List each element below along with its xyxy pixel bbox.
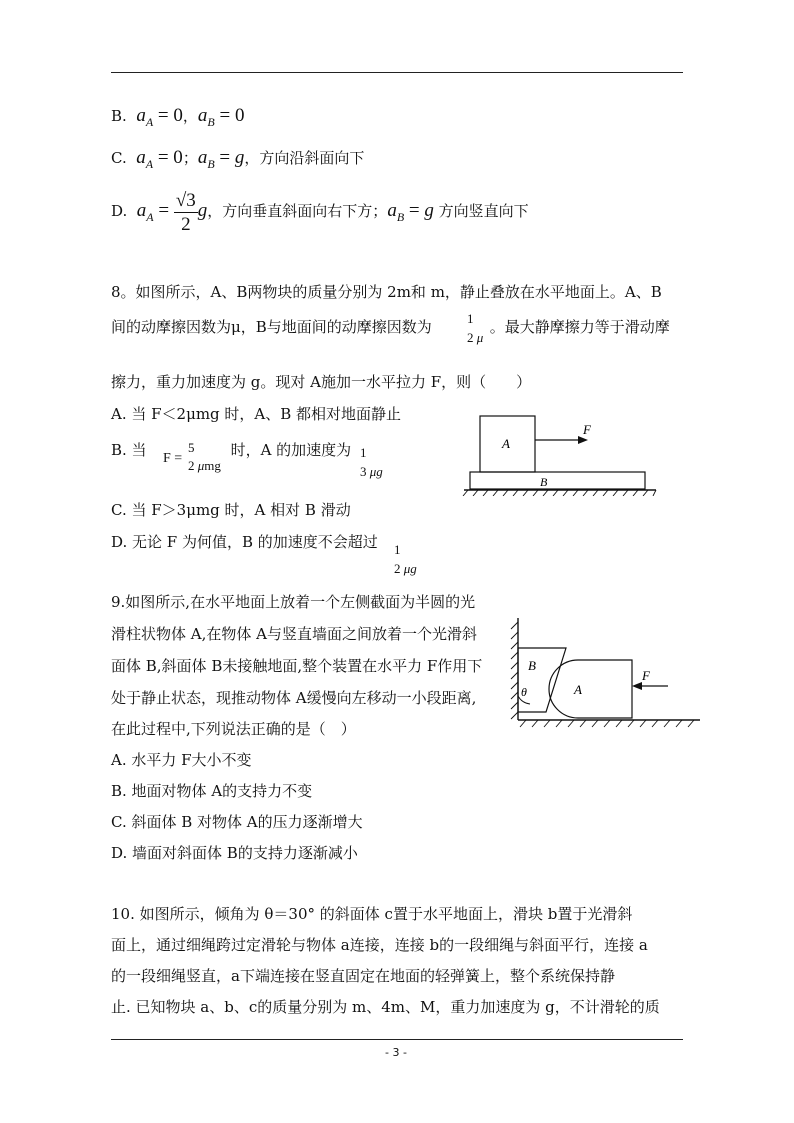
fig9-label-theta: θ [521, 685, 527, 699]
page-number: - 3 - [385, 1046, 407, 1059]
fig8-label-b: B [540, 475, 548, 489]
fraction-sqrt3-over-2: $\frac{√3}{2}$ [175, 189, 196, 235]
fraction-half-mug: 1 2 μg [394, 542, 417, 576]
q9-figure [508, 612, 702, 732]
q10-line4: 止. 已知物块 a、b、c的质量分别为 m、4m、M，重力加速度为 g，不计滑轮的质 [111, 998, 660, 1016]
q10-line1: 10. 如图所示，倾角为 θ＝30° 的斜面体 c置于水平地面上，滑块 b置于光滑斜 [111, 905, 633, 923]
fig8-label-f: F [583, 422, 591, 437]
q8-figure [460, 412, 660, 496]
q8-option-a: A. 当 F＜2μmg 时，A、B 都相对地面静止 [111, 405, 402, 423]
fig9-label-a: A [574, 682, 582, 697]
fraction-five-halves: 5 2 μmg [188, 440, 221, 473]
q9-option-c: C. 斜面体 B 对物体 A的压力逐渐增大 [111, 813, 363, 831]
q8-option-b: B. 当 时，A 的加速度为 [111, 441, 352, 459]
fraction-half-mu: 1 2 μ [467, 311, 484, 345]
fig8-label-a: A [502, 436, 510, 451]
q9-line2: 滑柱状物体 A,在物体 A与竖直墙面之间放着一个光滑斜 [111, 625, 477, 643]
q8-line3: 擦力，重力加速度为 g。现对 A施加一水平拉力 F，则（ ） [111, 373, 532, 391]
q8-option-c: C. 当 F＞3μmg 时，A 相对 B 滑动 [111, 501, 351, 519]
q9-line4: 处于静止状态，现推动物体 A缓慢向左移动一小段距离, [111, 689, 477, 707]
q7-option-d: D. $a_A$ = $\frac{√3}{2}$ g，方向垂直斜面向右下方；$a_B = g$ 方向竖直向下 [111, 189, 529, 235]
q8-line2: 间的动摩擦因数为μ，B与地面间的动摩擦因数为 。最大静摩擦力等于滑动摩 [111, 318, 670, 336]
q9-option-d: D. 墙面对斜面体 B的支持力逐渐减小 [111, 844, 358, 862]
footer-rule [111, 1039, 683, 1040]
formula-f-five-halves: F = [163, 451, 183, 466]
q9-line5: 在此过程中,下列说法正确的是（ ） [111, 720, 356, 738]
q10-line2: 面上，通过细绳跨过定滑轮与物体 a连接，连接 b的一段细绳与斜面平行，连接 a [111, 936, 648, 954]
q7-option-c: C. $a_A = 0$；$a_B = g$，方向沿斜面向下 [111, 147, 365, 171]
fig9-label-b: B [528, 658, 536, 673]
fraction-one-third-mug: 1 3 μg [360, 445, 383, 479]
q9-option-a: A. 水平力 F大小不变 [111, 751, 252, 769]
q9-line3: 面体 B,斜面体 B未接触地面,整个装置在水平力 F作用下 [111, 657, 483, 675]
q10-line3: 的一段细绳竖直，a下端连接在竖直固定在地面的轻弹簧上，整个系统保持静 [111, 967, 615, 985]
q9-line1: 9.如图所示,在水平地面上放着一个左侧截面为半圆的光 [111, 593, 476, 611]
header-rule [111, 72, 683, 73]
q8-line1: 8。如图所示，A、B两物块的质量分别为 2m和 m，静止叠放在水平地面上。A、B [111, 283, 662, 301]
q9-option-b: B. 地面对物体 A的支持力不变 [111, 782, 313, 800]
q8-option-d: D. 无论 F 为何值，B 的加速度不会超过 [111, 533, 378, 551]
q7-option-b: B. $a_A = 0$，$a_B = 0$ [111, 105, 245, 129]
fig9-label-f: F [642, 668, 650, 683]
